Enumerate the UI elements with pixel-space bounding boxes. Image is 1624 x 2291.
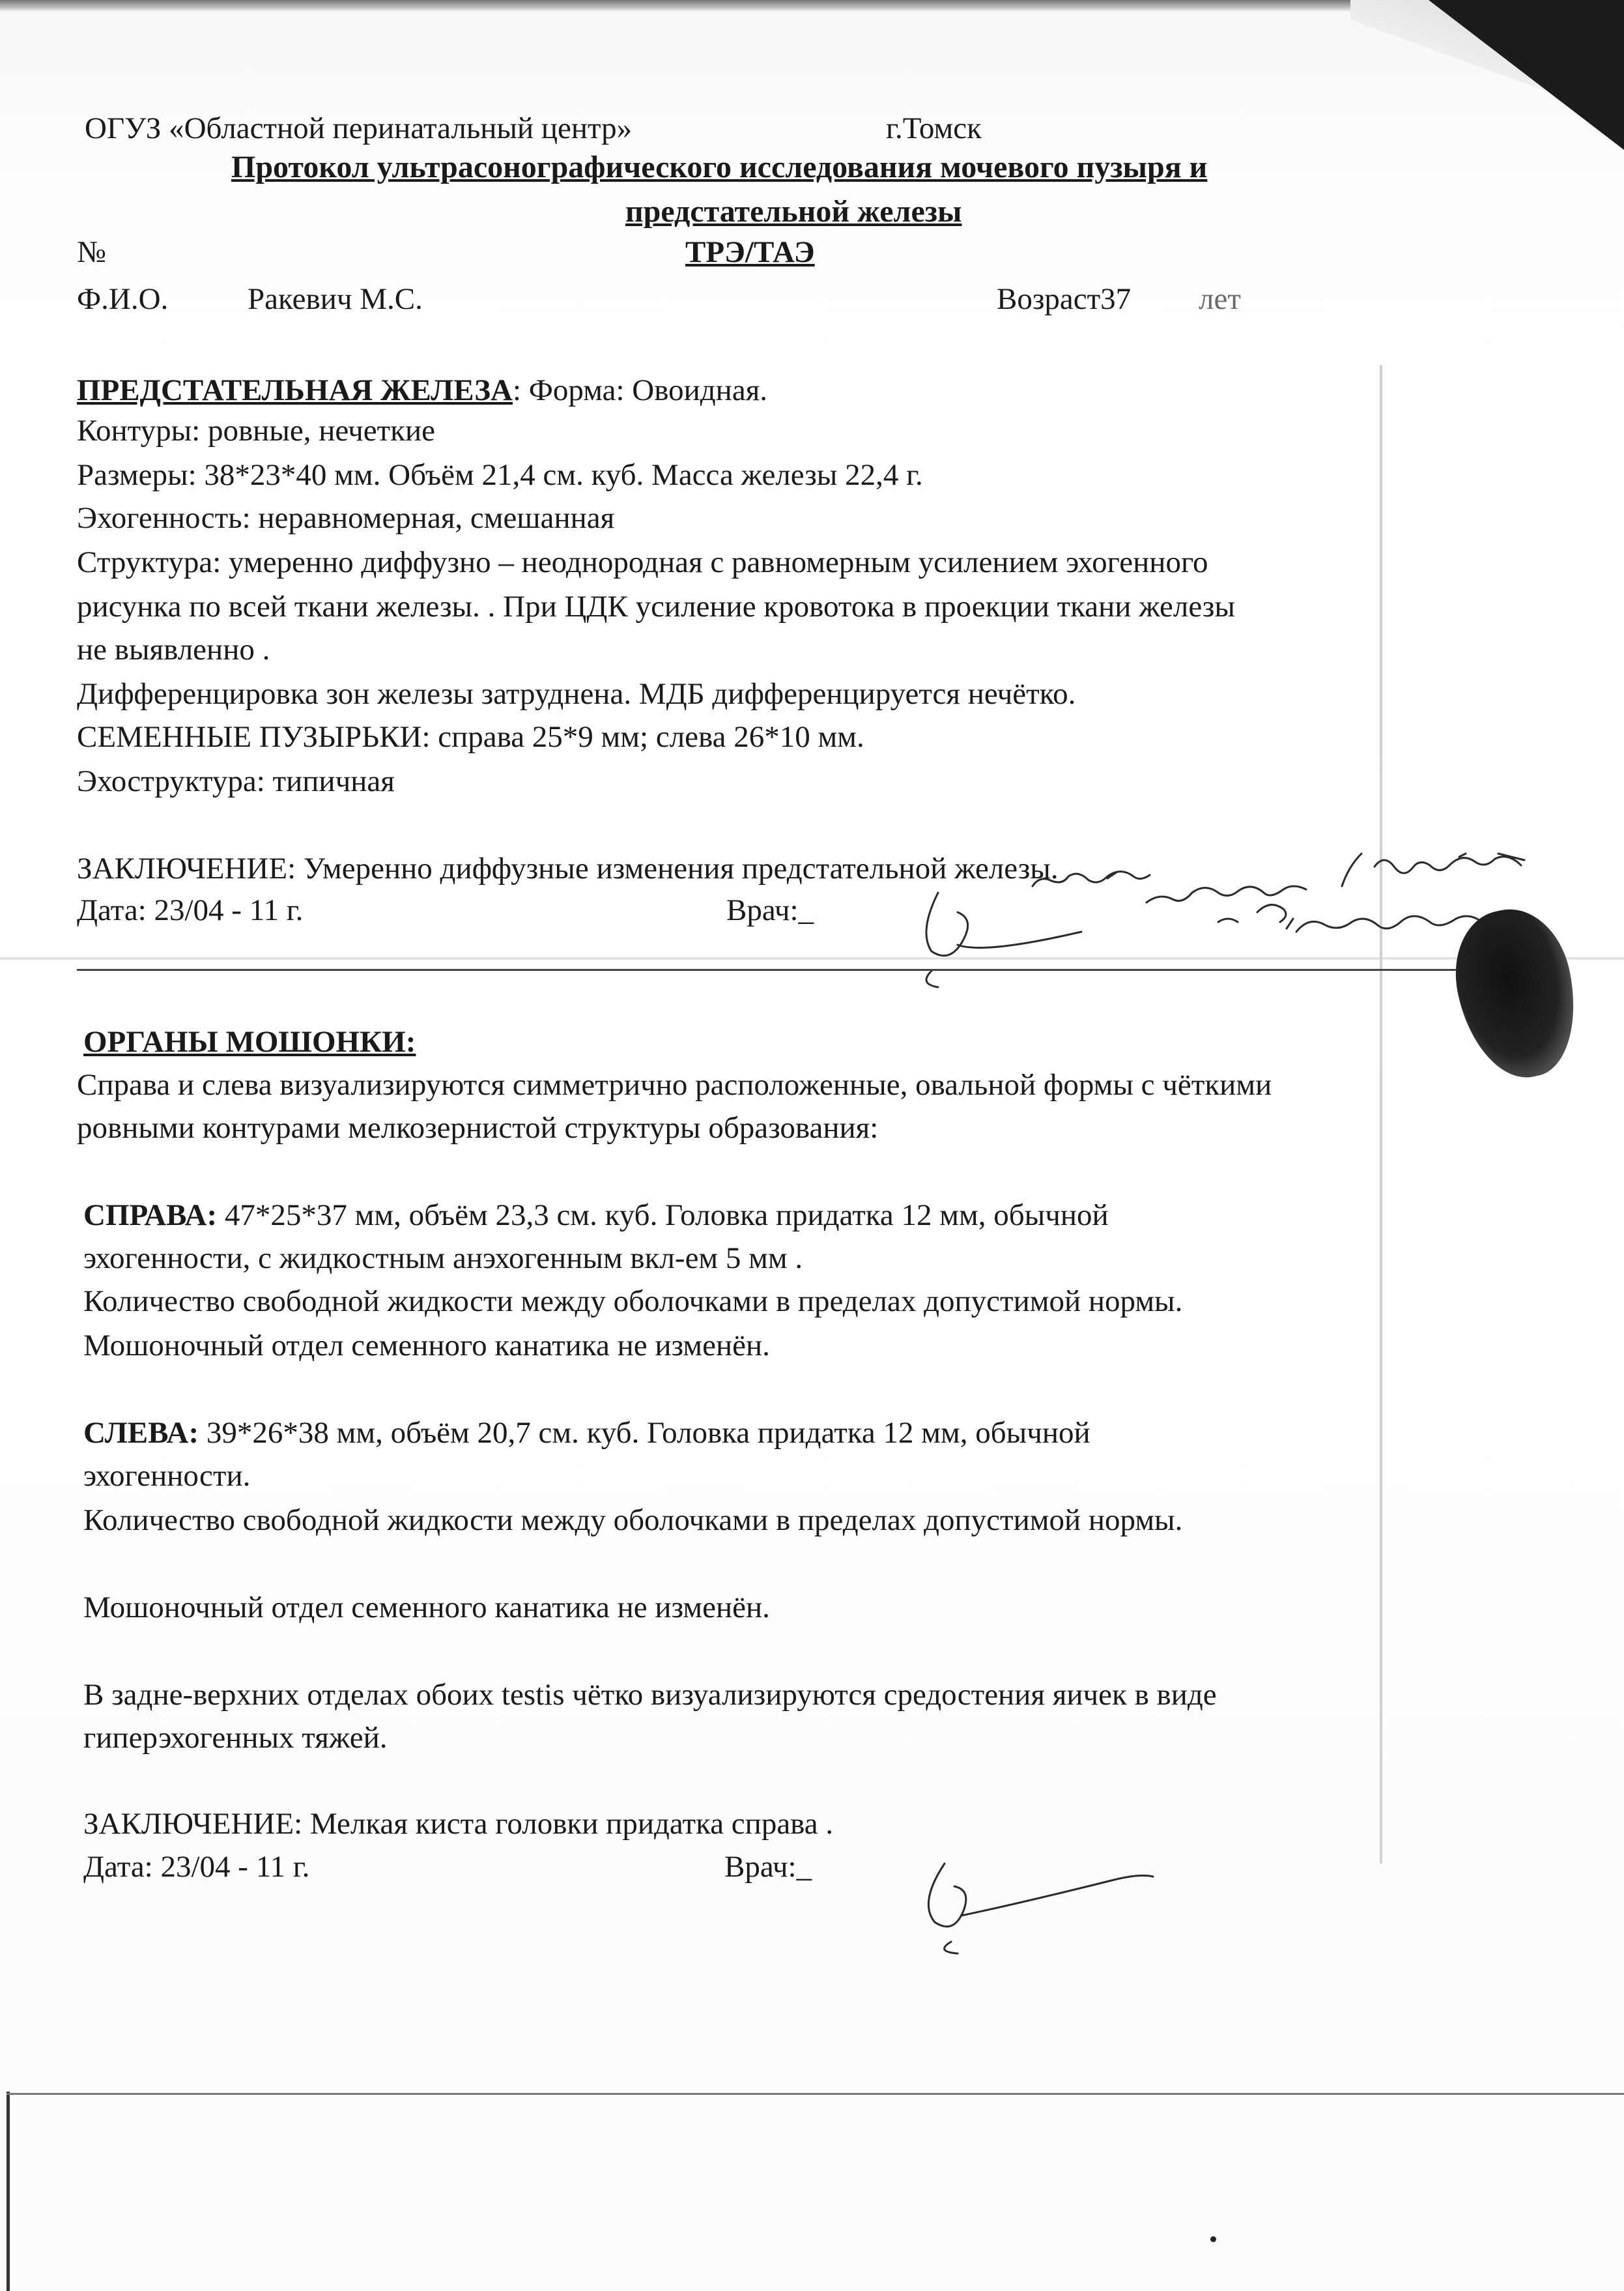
fio-label: Ф.И.О. xyxy=(77,282,169,316)
prostate-contours: Контуры: ровные, нечеткие xyxy=(77,414,435,448)
scrotum-intro-line2: ровными контурами мелкозернистой структуры образования: xyxy=(77,1111,879,1145)
city: г.Томск xyxy=(886,111,982,145)
protocol-title-line1: Протокол ультрасонографического исследования мочевого пузыря и xyxy=(231,150,1208,184)
prostate-form: : Форма: Овоидная. xyxy=(512,373,768,407)
prostate-sizes: Размеры: 38*23*40 мм. Объём 21,4 см. куб. Масса железы 22,4 г. xyxy=(77,458,923,492)
folded-corner xyxy=(1429,0,1624,150)
patient-name: Ракевич М.С. xyxy=(248,282,423,316)
institution-name: ОГУЗ «Областной перинатальный центр» xyxy=(85,111,633,145)
prostate-date: Дата: 23/04 - 11 г. xyxy=(77,893,304,927)
prostate-differentiation: Дифференцировка зон железы затруднена. МДБ дифференцируется нечётко. xyxy=(77,677,1076,711)
prostate-doctor-label: Врач:_ xyxy=(726,893,814,927)
testis-mediastinum-line1: В задне-верхних отделах обоих testis чётко визуализируются средостения яичек в виде xyxy=(83,1678,1217,1712)
left-measurements: 39*26*38 мм, объём 20,7 см. куб. Головка придатка 12 мм, обычной xyxy=(199,1416,1090,1450)
paper-edge-shadow xyxy=(1380,365,1382,1864)
age-unit: лет xyxy=(1199,282,1241,316)
testis-mediastinum-line2: гиперэхогенных тяжей. xyxy=(83,1721,388,1755)
exam-method: ТРЭ/ТАЭ xyxy=(685,235,815,269)
spermatic-cord: Мошоночный отдел семенного канатика не изменён. xyxy=(83,1591,770,1624)
scrotum-date: Дата: 23/04 - 11 г. xyxy=(83,1850,310,1884)
scrotum-conclusion: ЗАКЛЮЧЕНИЕ: Мелкая киста головки придатка справа . xyxy=(83,1807,834,1841)
right-testis-line3: Количество свободной жидкости между оболочками в пределах допустимой нормы. xyxy=(83,1284,1183,1318)
left-testis-line1 xyxy=(83,1414,1090,1452)
prostate-echostructure: Эхоструктура: типичная xyxy=(77,764,395,798)
right-testis-line2: эхогенности, с жидкостным анэхогенным вкл-ем 5 мм . xyxy=(83,1241,803,1275)
protocol-title-line2: предстательной железы xyxy=(625,194,962,229)
seminal-vesicles: СЕМЕННЫЕ ПУЗЫРЬКИ: справа 25*9 мм; слева 26*10 мм. xyxy=(77,720,864,754)
section-divider xyxy=(77,969,1543,971)
right-label: СПРАВА: xyxy=(83,1198,218,1232)
scrotum-heading: ОРГАНЫ МОШОНКИ: xyxy=(83,1025,416,1059)
right-testis-line1 xyxy=(83,1196,1109,1234)
prostate-heading-line xyxy=(77,371,767,409)
doctor-signature xyxy=(892,1851,1166,1955)
right-testis-line4: Мошоночный отдел семенного канатика не изменён. xyxy=(83,1329,770,1362)
prostate-echogenicity: Эхогенность: неравномерная, смешанная xyxy=(77,501,615,535)
prostate-structure-line2: рисунка по всей ткани железы. . При ЦДК усиление кровотока в проекции ткани железы xyxy=(77,590,1235,624)
prostate-structure-line3: не выявленно . xyxy=(77,633,270,667)
scrotum-doctor-label: Врач:_ xyxy=(724,1850,812,1884)
scan-left-edge xyxy=(7,2092,10,2291)
speck xyxy=(1210,2236,1216,2242)
left-label: СЛЕВА: xyxy=(83,1416,199,1450)
prostate-conclusion: ЗАКЛЮЧЕНИЕ: Умеренно диффузные изменения предстательной железы. xyxy=(77,852,1059,886)
left-testis-line3: Количество свободной жидкости между оболочками в пределах допустимой нормы. xyxy=(83,1503,1183,1537)
right-measurements: 47*25*37 мм, объём 23,3 см. куб. Головка придатка 12 мм, обычной xyxy=(217,1198,1109,1232)
number-label: № xyxy=(77,235,106,269)
patient-age: Возраст37 xyxy=(997,282,1132,316)
scrotum-intro-line1: Справа и слева визуализируются симметрично расположенные, овальной формы с чёткими xyxy=(77,1068,1272,1102)
prostate-heading: ПРЕДСТАТЕЛЬНАЯ ЖЕЛЕЗА xyxy=(77,373,513,407)
prostate-structure-line1: Структура: умеренно диффузно – неоднородная с равномерным усилением эхогенного xyxy=(77,545,1208,579)
scan-bottom-edge xyxy=(7,2093,1624,2095)
left-testis-line2: эхогенности. xyxy=(83,1459,251,1493)
